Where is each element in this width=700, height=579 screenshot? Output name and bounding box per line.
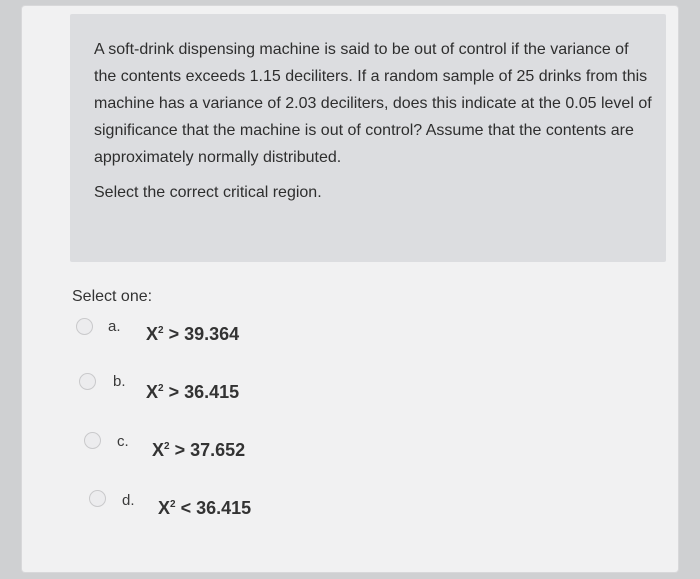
option-letter-c: c.	[117, 433, 129, 450]
radio-button-b[interactable]	[79, 373, 96, 390]
chi-symbol: X	[158, 498, 171, 518]
exponent: 2	[170, 499, 176, 510]
option-letter-a: a.	[108, 318, 121, 335]
chi-symbol: X	[146, 324, 159, 344]
radio-button-a[interactable]	[76, 318, 93, 335]
operator: >	[168, 382, 180, 402]
chi-symbol: X	[146, 382, 159, 402]
quiz-card	[22, 6, 678, 572]
option-value-c[interactable]	[152, 440, 245, 461]
critical-value: 36.415	[184, 382, 240, 402]
radio-button-d[interactable]	[89, 490, 106, 507]
option-value-d[interactable]	[158, 498, 251, 519]
radio-button-c[interactable]	[84, 432, 101, 449]
question-prompt: Select the correct critical region.	[94, 184, 322, 201]
option-value-b[interactable]	[146, 382, 239, 403]
operator: >	[168, 324, 180, 344]
option-value-a[interactable]	[146, 324, 239, 345]
exponent: 2	[158, 325, 164, 336]
select-one-label: Select one:	[72, 288, 153, 305]
question-box	[70, 14, 666, 262]
critical-value: 37.652	[190, 440, 246, 460]
exponent: 2	[164, 441, 170, 452]
option-letter-d: d.	[122, 492, 135, 509]
operator: >	[174, 440, 186, 460]
critical-value: 36.415	[196, 498, 252, 518]
question-text	[94, 36, 654, 206]
exponent: 2	[158, 383, 164, 394]
operator: <	[180, 498, 192, 518]
question-body: A soft-drink dispensing machine is said to be out of control if the variance of the contents exceeds 1.15 deciliters. If a random sample of 25 drinks from this machine has a variance of 2.03 deciliters, does this indicate at the 0.05 level of significance that the machine is out of control? Assume that the contents are approximately normally distributed.	[94, 41, 652, 166]
option-letter-b: b.	[113, 373, 126, 390]
chi-symbol: X	[152, 440, 165, 460]
critical-value: 39.364	[184, 324, 240, 344]
